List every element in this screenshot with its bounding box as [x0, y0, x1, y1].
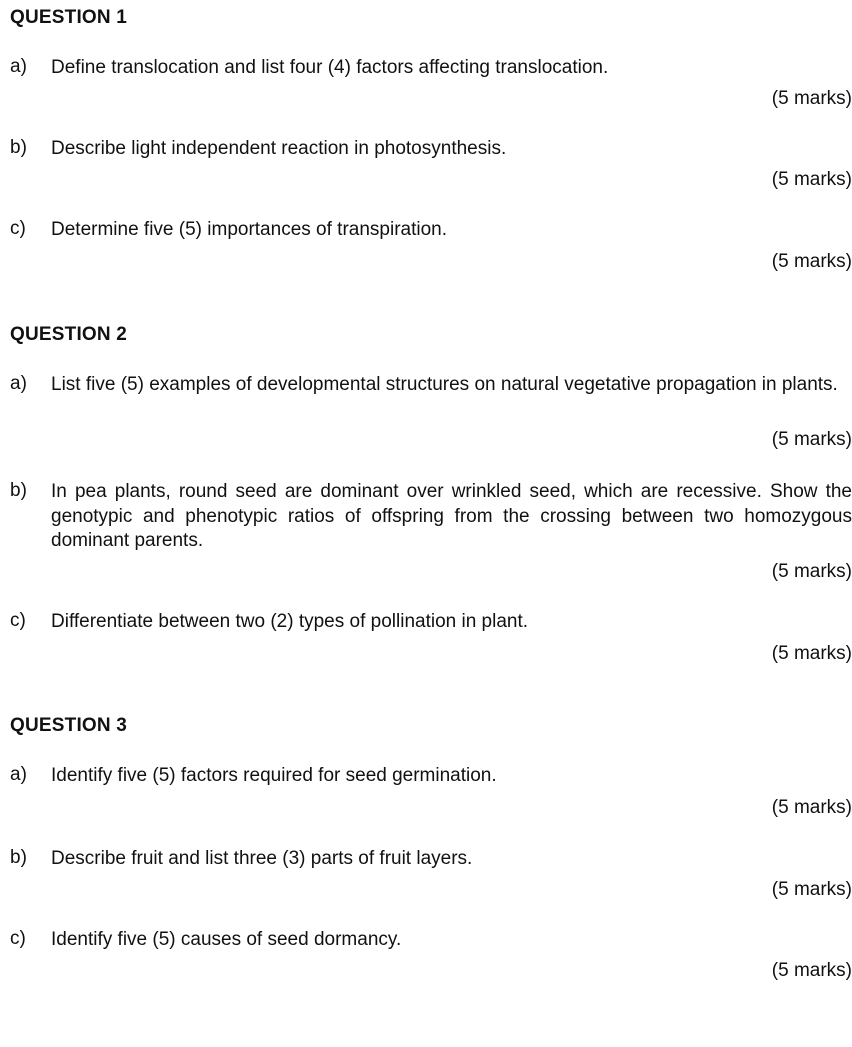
- item-label: b): [10, 480, 27, 501]
- question-3c-marks: (5 marks): [771, 960, 852, 981]
- question-2b-marks: (5 marks): [771, 561, 852, 582]
- question-1-title: QUESTION 1: [10, 7, 128, 28]
- item-text: In pea plants, round seed are dominant over wrinkled seed, which are recessive. Show the genotypic and phenotypic ratios of offspring from the crossing between two homozygous dominant parents.: [51, 481, 852, 551]
- question-3-title: QUESTION 3: [10, 715, 128, 736]
- item-text: Identify five (5) causes of seed dormancy.: [51, 929, 402, 950]
- item-text: Describe light independent reaction in photosynthesis.: [51, 138, 507, 159]
- item-label: c): [10, 610, 26, 631]
- item-label: c): [10, 928, 26, 949]
- item-text: Identify five (5) factors required for seed germination.: [51, 765, 497, 786]
- item-text: Describe fruit and list three (3) parts of fruit layers.: [51, 848, 473, 869]
- question-2a-marks: (5 marks): [771, 429, 852, 450]
- item-label: a): [10, 56, 27, 77]
- item-label: a): [10, 764, 27, 785]
- question-1a-marks: (5 marks): [771, 88, 852, 109]
- item-label: b): [10, 847, 27, 868]
- item-text: List five (5) examples of developmental structures on natural vegetative propagation in plants.: [51, 374, 838, 395]
- question-3b-marks: (5 marks): [771, 879, 852, 900]
- item-text: Differentiate between two (2) types of pollination in plant.: [51, 611, 529, 632]
- item-text: Define translocation and list four (4) factors affecting translocation.: [51, 57, 609, 78]
- item-label: c): [10, 218, 26, 239]
- item-label: a): [10, 373, 27, 394]
- question-2-title: QUESTION 2: [10, 324, 128, 345]
- question-1c-marks: (5 marks): [771, 251, 852, 272]
- question-1b-marks: (5 marks): [771, 169, 852, 190]
- question-3a-marks: (5 marks): [771, 797, 852, 818]
- question-2c-marks: (5 marks): [771, 643, 852, 664]
- item-label: b): [10, 137, 27, 158]
- item-text: Determine five (5) importances of transpiration.: [51, 219, 447, 240]
